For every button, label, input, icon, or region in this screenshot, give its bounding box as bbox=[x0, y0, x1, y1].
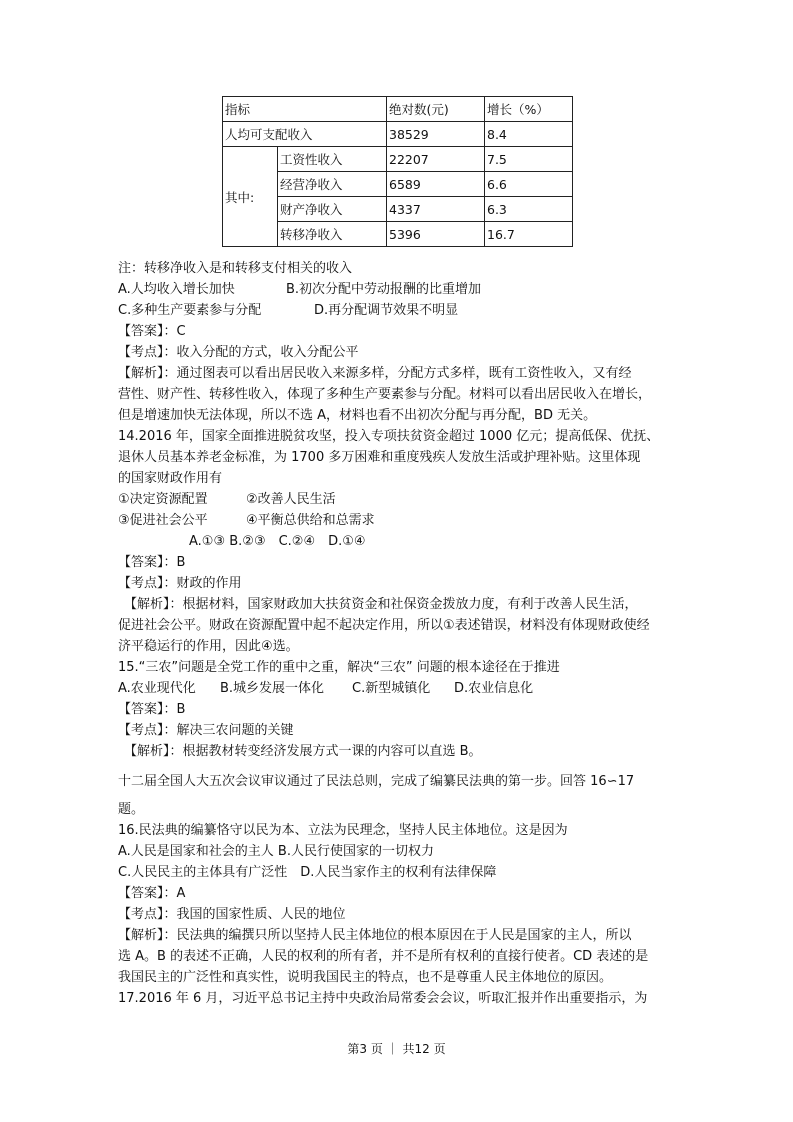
q15-options bbox=[118, 680, 534, 698]
table-cell-value: 5396 bbox=[387, 222, 485, 247]
q13-option-b: B.初次分配中劳动报酬的比重增加 bbox=[286, 282, 482, 297]
q16-analysis-line: 选 A。B 的表述不正确，人民的权利的所有者，并不是所有权利的直接行使者。CD 表述的是 bbox=[118, 949, 649, 964]
q13-topic: 【考点】：收入分配的方式，收入分配公平 bbox=[118, 345, 359, 360]
q14-stem-line: 退休人员基本养老金标准，为 1700 多万困难和重度残疾人发放生活或护理补贴。这里体现 bbox=[118, 450, 641, 465]
q16-topic: 【考点】：我国的国家性质、人民的地位 bbox=[118, 907, 346, 922]
table-group-label: 其中: bbox=[223, 147, 278, 247]
table-cell-growth: 8.4 bbox=[485, 122, 573, 147]
table-cell-label: 工资性收入 bbox=[278, 147, 387, 172]
q14-statement-1: ①决定资源配置 bbox=[118, 492, 208, 507]
table-cell-growth: 7.5 bbox=[485, 147, 573, 172]
q14-statement-3: ③促进社会公平 bbox=[118, 513, 208, 528]
q13-options-ab bbox=[118, 281, 482, 299]
q14-statements-34 bbox=[118, 512, 375, 530]
q14-stem-line: 14.2016 年，国家全面推进脱贫攻坚，投入专项扶贫资金超过 1000 亿元；提高低保、优抚、 bbox=[118, 429, 660, 444]
table-header-row bbox=[223, 97, 573, 122]
q16-answer: 【答案】：A bbox=[118, 886, 186, 901]
q16-stem: 16.民法典的编纂恪守以民为本、立法为民理念，坚持人民主体地位。这是因为 bbox=[118, 823, 568, 838]
q15-stem: 15.“三农”问题是全党工作的重中之重，解决“三农” 问题的根本途径在于推进 bbox=[118, 660, 560, 675]
material-intro-line: 十二届全国人大五次会议审议通过了民法总则，完成了编纂民法典的第一步。回答 16∽17 bbox=[118, 774, 635, 789]
q14-stem-line: 的国家财政作用有 bbox=[118, 471, 223, 486]
q16-options-ab: A.人民是国家和社会的主人 B.人民行使国家的一切权力 bbox=[118, 844, 434, 859]
q13-option-c: C.多种生产要素参与分配 bbox=[118, 303, 262, 318]
table-cell-label: 财产净收入 bbox=[278, 197, 387, 222]
q14-statement-2: ②改善人民生活 bbox=[246, 492, 336, 507]
q15-answer: 【答案】：B bbox=[118, 702, 186, 717]
q15-option-c: C.新型城镇化 bbox=[352, 681, 431, 696]
q15-option-b: B.城乡发展一体化 bbox=[220, 681, 325, 696]
income-table bbox=[222, 96, 573, 247]
q13-options-cd bbox=[118, 302, 459, 320]
q16-analysis-line: 我国民主的广泛性和真实性，说明我国民主的特点，也不是尊重人民主体地位的原因。 bbox=[118, 970, 613, 985]
table-row bbox=[223, 122, 573, 147]
table-cell-value: 22207 bbox=[387, 147, 485, 172]
table-header-growth: 增长（%） bbox=[485, 97, 573, 122]
table-cell-growth: 6.3 bbox=[485, 197, 573, 222]
q13-answer: 【答案】：C bbox=[118, 324, 186, 339]
q16-analysis-line: 【解析】：民法典的编撰只所以坚持人民主体地位的根本原因在于人民是国家的主人，所以 bbox=[118, 928, 632, 943]
q15-analysis: 【解析】：根据教材转变经济发展方式一课的内容可以直选 B。 bbox=[124, 744, 482, 759]
q13-analysis-line: 但是增速加快无法体现，所以不选 A，材料也看不出初次分配与再分配，BD 无关。 bbox=[118, 408, 597, 423]
q15-option-a: A.农业现代化 bbox=[118, 681, 196, 696]
q14-answer: 【答案】：B bbox=[118, 555, 186, 570]
q15-option-d: D.农业信息化 bbox=[454, 681, 534, 696]
table-cell-value: 38529 bbox=[387, 122, 485, 147]
table-note: 注：转移净收入是和转移支付相关的收入 bbox=[118, 261, 353, 276]
q14-statement-4: ④平衡总供给和总需求 bbox=[246, 513, 375, 528]
q14-analysis-line: 促进社会公平。财政在资源配置中起不起决定作用，所以①表述错误，材料没有体现财政使经 bbox=[118, 618, 650, 633]
table-cell-growth: 6.6 bbox=[485, 172, 573, 197]
table-cell-label: 经营净收入 bbox=[278, 172, 387, 197]
q14-options: A.①③ B.②③ C.②④ D.①④ bbox=[189, 534, 366, 549]
q14-topic: 【考点】：财政的作用 bbox=[118, 576, 242, 591]
material-intro-line: 题。 bbox=[118, 802, 145, 817]
q15-topic: 【考点】：解决三农问题的关键 bbox=[118, 723, 294, 738]
q14-analysis-line: 济平稳运行的作用，因此④选。 bbox=[118, 639, 299, 654]
q13-analysis-line: 【解析】：通过图表可以看出居民收入来源多样，分配方式多样，既有工资性收入，又有经 bbox=[118, 366, 632, 381]
q17-stem-line: 17.2016 年 6 月，习近平总书记主持中央政治局常委会会议，听取汇报并作出重要指示，为 bbox=[118, 991, 648, 1006]
table-row bbox=[223, 147, 573, 172]
q14-statements-12 bbox=[118, 491, 336, 509]
table-cell-label: 转移净收入 bbox=[278, 222, 387, 247]
q13-option-d: D.再分配调节效果不明显 bbox=[314, 303, 459, 318]
table-cell-value: 4337 bbox=[387, 197, 485, 222]
q13-option-a: A.人均收入增长加快 bbox=[118, 282, 235, 297]
q16-options-cd: C.人民民主的主体具有广泛性 D.人民当家作主的权利有法律保障 bbox=[118, 865, 497, 880]
table-cell-growth: 16.7 bbox=[485, 222, 573, 247]
table-header-indicator: 指标 bbox=[223, 97, 387, 122]
q13-analysis-line: 营性、财产性、转移性收入，体现了多种生产要素参与分配。材料可以看出居民收入在增长， bbox=[118, 387, 652, 402]
table-cell-value: 6589 bbox=[387, 172, 485, 197]
q14-analysis-line: 【解析】：根据材料，国家财政加大扶贫资金和社保资金拨放力度，有利于改善人民生活， bbox=[124, 597, 638, 612]
table-header-absolute: 绝对数(元) bbox=[387, 97, 485, 122]
page-footer: 第3 页 ｜ 共12 页 bbox=[347, 1042, 446, 1056]
table-cell-label: 人均可支配收入 bbox=[223, 122, 387, 147]
